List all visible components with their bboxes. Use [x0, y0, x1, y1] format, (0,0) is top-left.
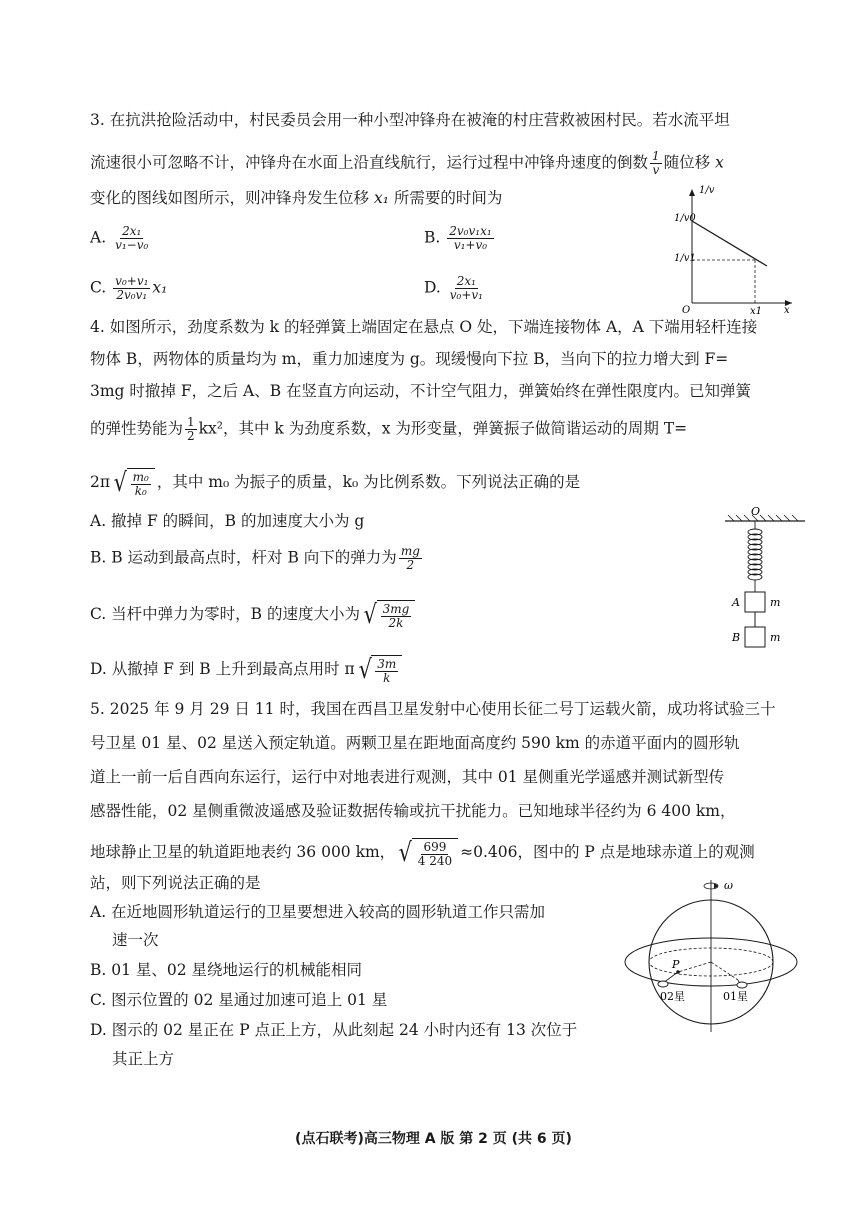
svg-text:B: B [732, 631, 741, 644]
graph-x: x [784, 305, 790, 315]
satellite-02 [658, 981, 668, 987]
q5-line3: 道上一前一后自西向东运行，运行中对地表进行观测，其中 01 星侧重光学遥感并测试新型传 [90, 768, 725, 786]
q4-line1: 4. 如图所示，劲度系数为 k 的轻弹簧上端固定在悬点 O 处，下端连接物体 A，A 下端用轻杆连接 [90, 318, 758, 336]
graph-tick-v1: 1/v1 [674, 253, 696, 264]
q5-line2: 号卫星 01 星、02 星送入预定轨道。两颗卫星在距地面高度约 590 km 的赤道平面内的圆形轨 [90, 734, 740, 752]
q3-line2: 流速很小可忽略不计，冲锋舟在水面上沿直线航行，运行过程中冲锋舟速度的倒数 $\frac{1}{v}$ 随位移 x [90, 149, 724, 177]
satellite-01 [737, 982, 747, 988]
graph-origin: O [682, 305, 691, 315]
q5-line5: 地球静止卫星的轨道距地表约 36 000 km， √ $\frac{699}{4 240}$ ≈0.406，图中的 P 点是地球赤道上的观测 [90, 838, 755, 868]
q3-option-a[interactable]: A. $\frac{\text{2x₁}}{\text{v₁−v₀}}$ [90, 224, 149, 252]
q4-option-a[interactable]: A. 撤掉 F 的瞬间，B 的加速度大小为 g [90, 512, 365, 530]
q4-line4: 的弹性势能为 $\frac{1}{2}$ kx²，其中 k 为劲度系数，x 为形变量，弹簧振子做简谐运动的周期 T= [90, 415, 688, 443]
q4-line2: 物体 B，两物体的质量均为 m，重力加速度为 g。现缓慢向下拉 B，当向下的拉力增大到 F= [90, 350, 729, 368]
q5-earth-figure [618, 872, 804, 1042]
block-b [745, 627, 765, 647]
q4-option-c[interactable]: C. 当杆中弹力为零时，B 的速度大小为 √ $\frac{3mg}{2k}$ [90, 600, 417, 630]
graph-x1: x1 [750, 306, 763, 315]
q4-line3: 3mg 时撤掉 F，之后 A、B 在竖直方向运动，不计空气阻力，弹簧始终在弹性限度内。已知弹簧 [90, 382, 752, 400]
spring [748, 521, 762, 592]
q4-option-d[interactable]: D. 从撤掉 F 到 B 上升到最高点用时 π √ $\frac{3m}{k}$ [90, 655, 404, 685]
q3-option-b[interactable]: B. $\frac{\text{2v₀v₁x₁}}{\text{v₁+v₀}}$ [424, 224, 492, 252]
q3-line3: 变化的图线如图所示，则冲锋舟发生位移 x₁ 所需要的时间为 [90, 189, 503, 207]
svg-text:m: m [770, 631, 781, 644]
q5-option-a[interactable]: A. 在近地圆形轨道运行的卫星要想进入较高的圆形轨道工作只需加 [90, 903, 546, 921]
svg-text:A: A [732, 596, 740, 609]
q3-line1: 3. 在抗洪抢险活动中，村民委员会用一种小型冲锋舟在被淹的村庄营救被困村民。若水流平坦 [90, 111, 730, 129]
svg-text:m: m [770, 596, 781, 609]
omega-label: ω [724, 879, 733, 892]
svg-text:02星: 02星 [660, 990, 685, 1003]
svg-text:01星: 01星 [723, 990, 748, 1003]
page-footer: (点石联考)高三物理 A 版 第 2 页 (共 6 页) [295, 1131, 572, 1147]
q5-option-d[interactable]: D. 图示的 02 星正在 P 点正上方，从此刻起 24 小时内还有 13 次位于 [90, 1021, 578, 1039]
graph-tick-v0: 1/v0 [674, 213, 696, 224]
q5-option-d-cont: 其正上方 [112, 1050, 175, 1068]
block-a [745, 592, 765, 612]
pivot-o-label: O [751, 505, 761, 518]
q5-option-a-cont: 速一次 [112, 931, 159, 949]
graph-y-label: 1/v [699, 185, 715, 196]
q4-spring-figure [720, 505, 810, 660]
q3-graph [672, 183, 802, 315]
q3-graph-line [692, 221, 767, 266]
q5-line1: 5. 2025 年 9 月 29 日 11 时，我国在西昌卫星发射中心使用长征二号丁运载火箭，成功将试验三十 [90, 700, 776, 718]
q3-option-d[interactable]: D. $\frac{\text{2x₁}}{\text{v₀+v₁}}$ [424, 274, 483, 302]
q5-line6: 站，则下列说法正确的是 [90, 874, 261, 892]
q4-option-b[interactable]: B. B 运动到最高点时，杆对 B 向下的弹力为 $\frac{mg}{2}$ [90, 544, 420, 572]
q3-option-c[interactable]: C. $\frac{\text{v₀+v₁}}{\text{2v₀v₁}}$ x₁ [90, 274, 168, 302]
q4-line5: 2π √ $\frac{\text{m₀}}{\text{k₀}}$ ，其中 m₀ 为振子的质量，k₀ 为比例系数。下列说法正确的是 [90, 468, 581, 498]
svg-text:P: P [672, 958, 680, 971]
q5-option-b[interactable]: B. 01 星、02 星绕地运行的机械能相同 [90, 961, 363, 979]
frac-1-over-v: $\frac{1}{v}$ [652, 149, 660, 177]
q5-line4: 感器性能，02 星侧重微波遥感及验证数据传输或抗干扰能力。已知地球半径约为 6 400 km， [90, 802, 736, 820]
q5-option-c[interactable]: C. 图示位置的 02 星通过加速可追上 01 星 [90, 991, 388, 1009]
